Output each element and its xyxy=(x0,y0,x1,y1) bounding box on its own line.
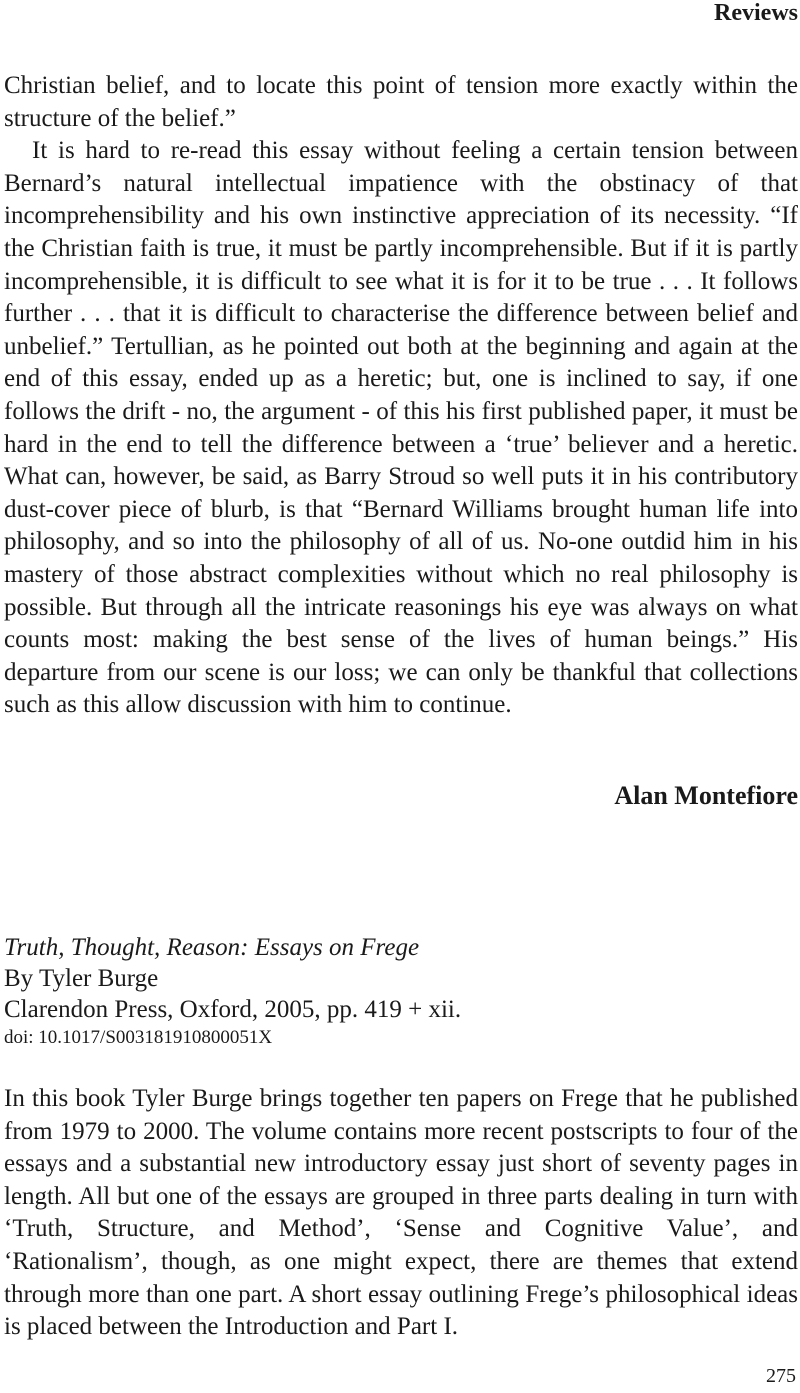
paragraph: Christian belief, and to locate this point of tension more exactly within the structure of the belief.” xyxy=(4,72,798,132)
review-body xyxy=(4,1083,798,1344)
book-citation xyxy=(4,932,798,1051)
paragraph: It is hard to re-read this essay without feeling a certain tension between Bernard’s natural intellectual impatience with the obstinacy of that incomprehensibility and his own instinctive appreciation of its necessity. “If the Christian faith is true, it must be partly incomprehensible. But if it is partly incomprehensible, it is difficult to see what it is for it to be true . . . It follows further . . . that it is difficult to characterise the difference between belief and unbelief.” Tertullian, as he pointed out both at the beginning and again at the end of this essay, ended up as a heretic; but, one is inclined to say, if one follows the drift - no, the argument - of this his first published paper, it must be hard in the end to tell the difference between a ‘true’ believer and a heretic. What can, however, be said, as Barry Stroud so well puts it in his contributory dust-cover piece of blurb, is that “Bernard Williams brought human life into philosophy, and so into the philosophy of all of us. No-one outdid him in his mastery of those abstract complexities without which no real philosophy is possible. But through all the intricate reasonings his eye was always on what counts most: making the best sense of the lives of human beings.” His departure from our scene is our loss; we can only be thankful that collections such as this allow discussion with him to continue. xyxy=(4,137,798,719)
paragraph: In this book Tyler Burge brings together ten papers on Frege that he published from 1979 to 2000. The volume contains more recent postscripts to four of the essays and a substantial new introductory essay just short of seventy pages in length. All but one of the essays are grouped in three parts dealing in turn with ‘Truth, Structure, and Method’, ‘Sense and Cognitive Value’, and ‘Rationalism’, though, as one might expect, there are themes that extend through more than one part. A short essay outlining Frege’s philosophical ideas is placed between the Introduction and Part I. xyxy=(4,1085,798,1341)
publication-info: Clarendon Press, Oxford, 2005, pp. 419 + xii. xyxy=(4,996,462,1023)
review-body xyxy=(4,70,798,722)
book-author: By Tyler Burge xyxy=(4,965,159,992)
doi-link[interactable]: doi: 10.1017/S003181910800051X xyxy=(4,1027,273,1048)
book-title: Truth, Thought, Reason: Essays on Frege xyxy=(4,934,420,961)
running-head: Reviews xyxy=(714,0,798,26)
page-number: 275 xyxy=(766,1365,796,1387)
reviewer-signature: Alan Montefiore xyxy=(614,781,798,810)
